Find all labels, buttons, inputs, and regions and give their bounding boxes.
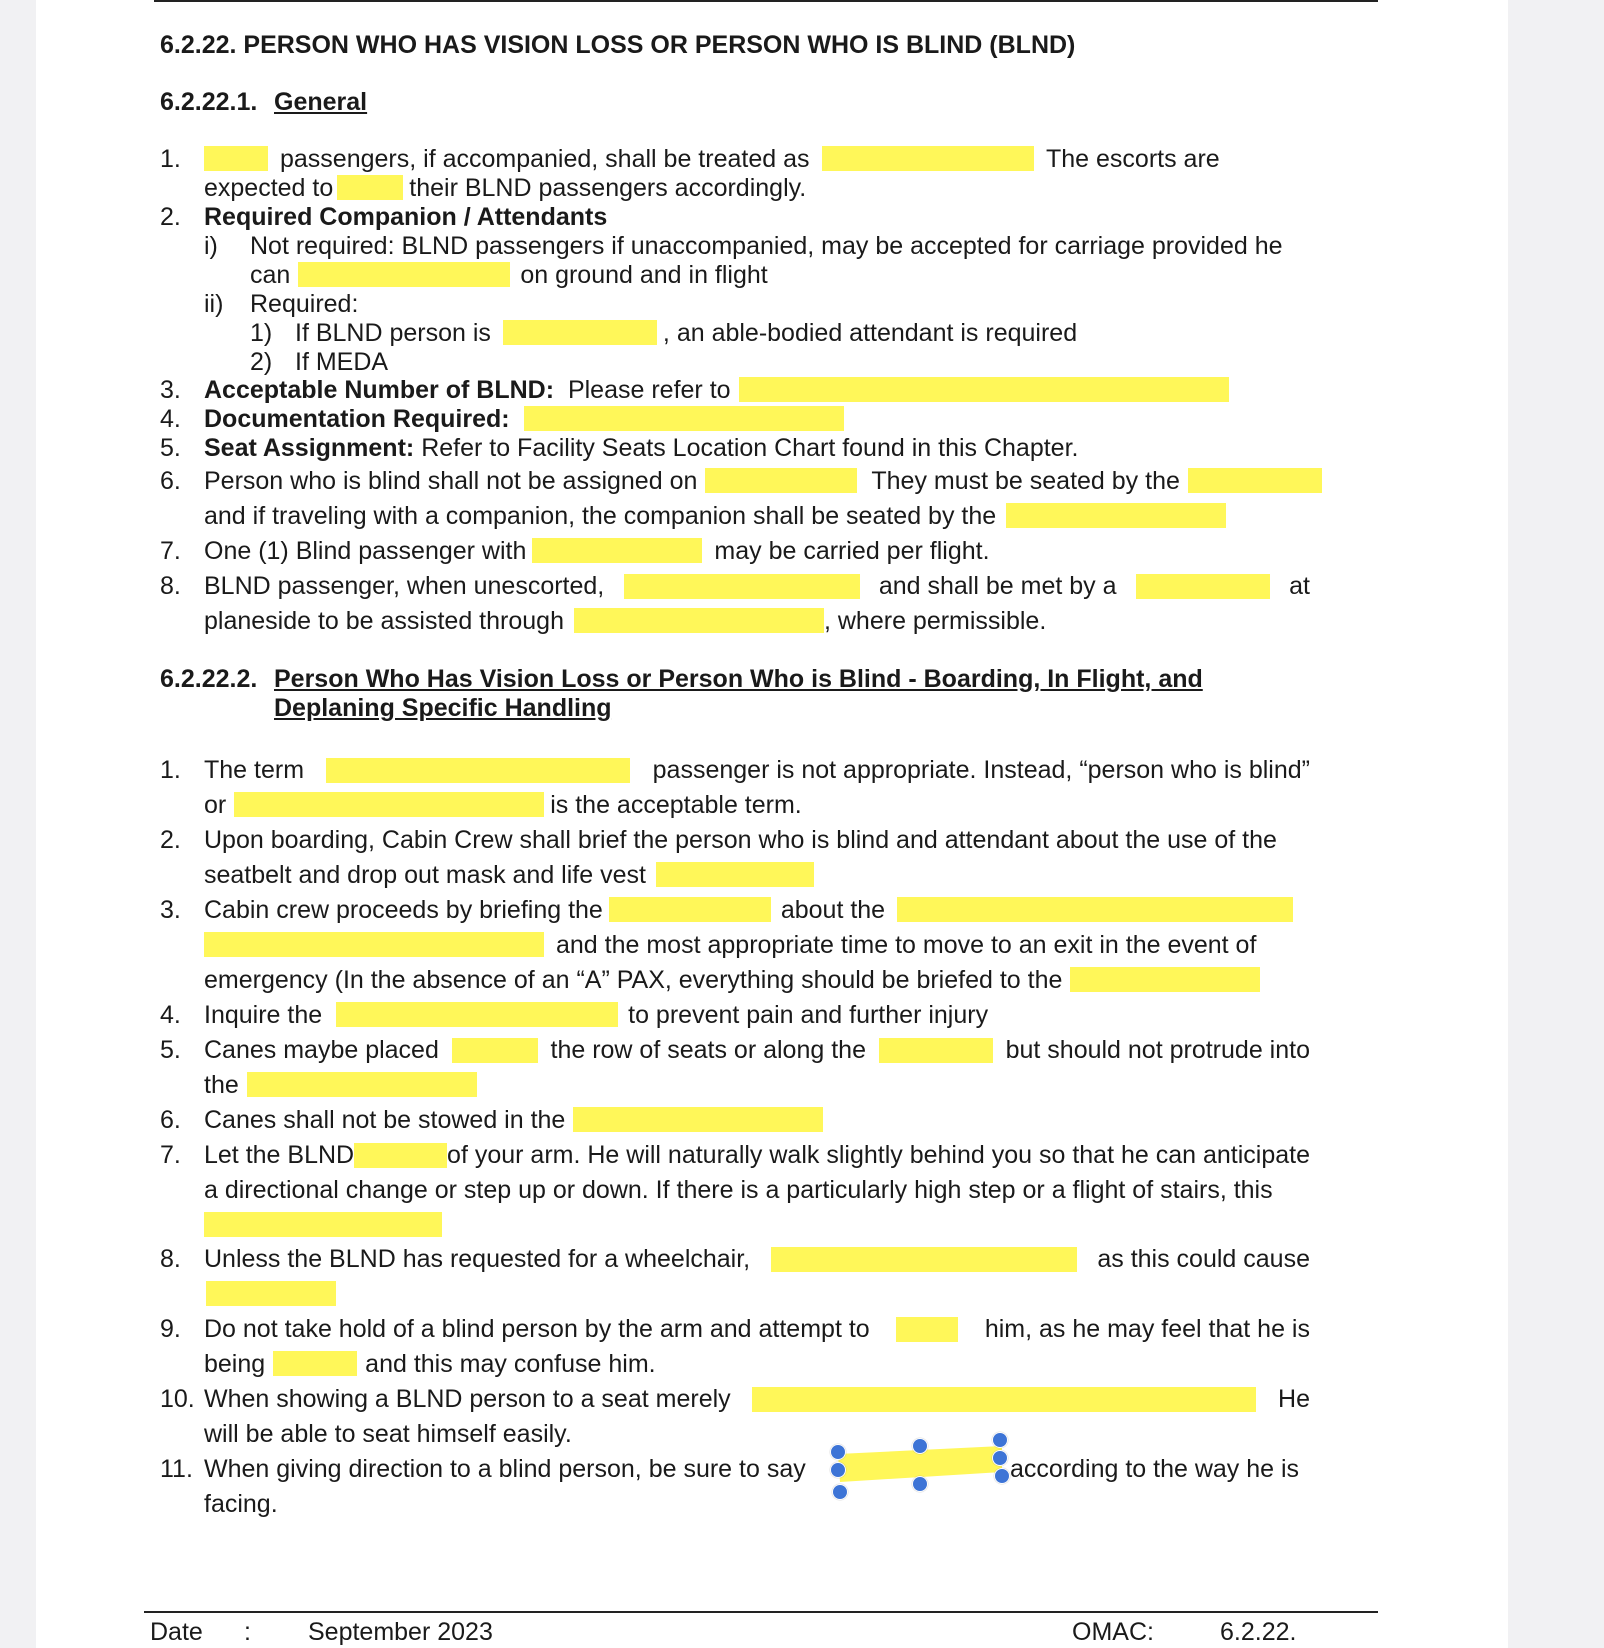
sub-item-number: ii) [204, 290, 224, 318]
list-item-text: Let the BLND of your arm. He will naturally walk slightly behind you so that he can anticipate [204, 1141, 1310, 1169]
sub-item-number: 1) [250, 319, 273, 347]
list-item-text: Unless the BLND has requested for a wheelchair, as this could cause [204, 1245, 1310, 1273]
list-number: 8. [160, 1245, 181, 1273]
subsection-title: General [274, 88, 368, 116]
list-item-text: Inquire the to prevent pain and further injury [204, 1001, 989, 1029]
list-number: 7. [160, 1141, 181, 1169]
redaction-highlight [1006, 503, 1226, 528]
redaction-highlight [298, 262, 510, 287]
redaction-highlight [204, 932, 544, 957]
list-item-heading: Required Companion / Attendants [204, 203, 608, 231]
resize-handle[interactable] [912, 1438, 928, 1454]
list-item-text: Acceptable Number of BLND: Please refer to [204, 375, 1229, 405]
list-item-text: When showing a BLND person to a seat merely He [204, 1385, 1310, 1413]
subsection-number: 6.2.22.1. [160, 88, 258, 116]
list-number: 3. [160, 376, 181, 404]
redaction-highlight [705, 468, 857, 493]
sub-item-text: can on ground and in flight [250, 261, 768, 289]
redaction-highlight [273, 1351, 357, 1376]
redaction-highlight [452, 1038, 538, 1063]
redaction-highlight [896, 1317, 958, 1342]
resize-handle[interactable] [830, 1444, 846, 1460]
redaction-highlight [897, 897, 1293, 922]
resize-handle[interactable] [830, 1462, 846, 1478]
subsection-title: Person Who Has Vision Loss or Person Who is Blind - Boarding, In Flight, and [274, 665, 1203, 693]
list-item-text: Cabin crew proceeds by briefing the about the [204, 895, 1293, 925]
list-item-text: expected to their BLND passengers accordingly. [204, 174, 807, 202]
document-page [36, 0, 1508, 1648]
redaction-highlight [326, 758, 630, 783]
redaction-highlight [624, 574, 860, 599]
list-item-text: and the most appropriate time to move to an exit in the event of [556, 931, 1257, 959]
list-item-text: the [204, 1070, 477, 1100]
sub-item-text: Not required: BLND passengers if unaccompanied, may be accepted for carriage provided he [250, 232, 1283, 260]
redaction-highlight [532, 538, 702, 563]
list-item-text: One (1) Blind passenger with may be carried per flight. [204, 537, 990, 565]
redaction-highlight [206, 1281, 336, 1306]
list-item-text: passengers, if accompanied, shall be treated as [204, 144, 809, 174]
resize-handle[interactable] [992, 1432, 1008, 1448]
redaction-highlight [739, 377, 1229, 402]
list-item-text [206, 1279, 336, 1309]
redaction-highlight [573, 1107, 823, 1132]
subsection-title: Deplaning Specific Handling [274, 694, 612, 722]
list-item-text: seatbelt and drop out mask and life vest [204, 860, 814, 890]
list-number: 11. [160, 1455, 193, 1483]
list-item-text: facing. [204, 1490, 278, 1518]
footer-omac-value: 6.2.22. [1220, 1618, 1297, 1646]
sub-item-number: 2) [250, 348, 273, 376]
redaction-highlight [822, 146, 1034, 171]
list-item-text: and if traveling with a companion, the companion shall be seated by the [204, 501, 1226, 531]
redaction-highlight [1070, 967, 1260, 992]
top-rule [154, 0, 1378, 2]
list-item-text: Canes shall not be stowed in the [204, 1105, 823, 1135]
resize-handle[interactable] [992, 1450, 1008, 1466]
resize-handle[interactable] [912, 1476, 928, 1492]
footer-omac-label: OMAC: [1072, 1618, 1154, 1646]
list-item-text: Documentation Required: [204, 404, 844, 434]
redaction-highlight [771, 1247, 1077, 1272]
redaction-highlight [609, 897, 771, 922]
sub-item-text: If MEDA [295, 348, 389, 376]
redaction-highlight [574, 608, 824, 633]
redaction-highlight [337, 175, 403, 200]
redaction-highlight [336, 1002, 618, 1027]
list-number: 3. [160, 896, 181, 924]
footer-date-label: Date [150, 1618, 203, 1646]
footer-rule [144, 1611, 1378, 1613]
list-item-text: Do not take hold of a blind person by the arm and attempt to him, as he may feel that he is [204, 1315, 1310, 1343]
resize-handle[interactable] [994, 1468, 1010, 1484]
list-number: 7. [160, 537, 181, 565]
list-number: 2. [160, 826, 181, 854]
list-number: 1. [160, 756, 181, 784]
list-item-text: emergency (In the absence of an “A” PAX, everything should be briefed to the [204, 965, 1260, 995]
section-heading: 6.2.22. PERSON WHO HAS VISION LOSS OR PERSON WHO IS BLIND (BLND) [160, 31, 1076, 59]
redaction-highlight [204, 146, 268, 171]
redaction-highlight [247, 1072, 477, 1097]
list-item-text [204, 930, 544, 960]
redaction-highlight [656, 862, 814, 887]
list-item-text: Canes maybe placed the row of seats or along the but should not protrude into [204, 1036, 1310, 1064]
list-number: 2. [160, 203, 181, 231]
list-number: 8. [160, 572, 181, 600]
sub-item-text: Required: [250, 290, 359, 318]
subsection-number: 6.2.22.2. [160, 665, 258, 693]
list-number: 5. [160, 434, 181, 462]
redaction-highlight [354, 1143, 447, 1168]
list-item-text: or is the acceptable term. [204, 791, 802, 819]
list-item-text: Seat Assignment: Refer to Facility Seats Location Chart found in this Chapter. [204, 434, 1079, 462]
list-number: 4. [160, 405, 181, 433]
list-number: 4. [160, 1001, 181, 1029]
list-number: 6. [160, 1106, 181, 1134]
footer-colon: : [244, 1618, 251, 1646]
sub-item-number: i) [204, 232, 218, 260]
list-number: 1. [160, 145, 181, 173]
list-item-text: Upon boarding, Cabin Crew shall brief the person who is blind and attendant about the use of the [204, 826, 1277, 854]
list-item-text [204, 1210, 442, 1240]
list-number: 9. [160, 1315, 181, 1343]
redaction-highlight [524, 406, 844, 431]
redaction-highlight [234, 792, 544, 817]
redaction-highlight [503, 320, 657, 345]
redaction-highlight [1136, 574, 1270, 599]
list-item-text: When giving direction to a blind person, be sure to say [204, 1455, 806, 1483]
footer-date-value: September 2023 [308, 1618, 493, 1646]
list-number: 5. [160, 1036, 181, 1064]
sub-item-text: If BLND person is , an able-bodied attendant is required [295, 319, 1078, 347]
redaction-highlight [1188, 468, 1322, 493]
redaction-highlight [879, 1038, 993, 1063]
list-item-text: will be able to seat himself easily. [204, 1420, 572, 1448]
list-item-text: a directional change or step up or down. If there is a particularly high step or a flight of stairs, this [204, 1176, 1273, 1204]
redaction-highlight [752, 1387, 1256, 1412]
list-item-text: Person who is blind shall not be assigned on They must be seated by the [204, 466, 1322, 496]
redaction-highlight [204, 1212, 442, 1237]
resize-handle[interactable] [832, 1484, 848, 1500]
list-item-text: being and this may confuse him. [204, 1350, 656, 1378]
list-item-text: planeside to be assisted through , where permissible. [204, 607, 1047, 635]
list-number: 6. [160, 467, 181, 495]
list-number: 10. [160, 1385, 195, 1413]
list-item-text: The term passenger is not appropriate. Instead, “person who is blind” [204, 756, 1310, 784]
list-item-text: according to the way he is [1010, 1455, 1300, 1483]
list-item-text: The escorts are [822, 144, 1220, 174]
list-item-text: BLND passenger, when unescorted, and shall be met by a at [204, 572, 1310, 600]
